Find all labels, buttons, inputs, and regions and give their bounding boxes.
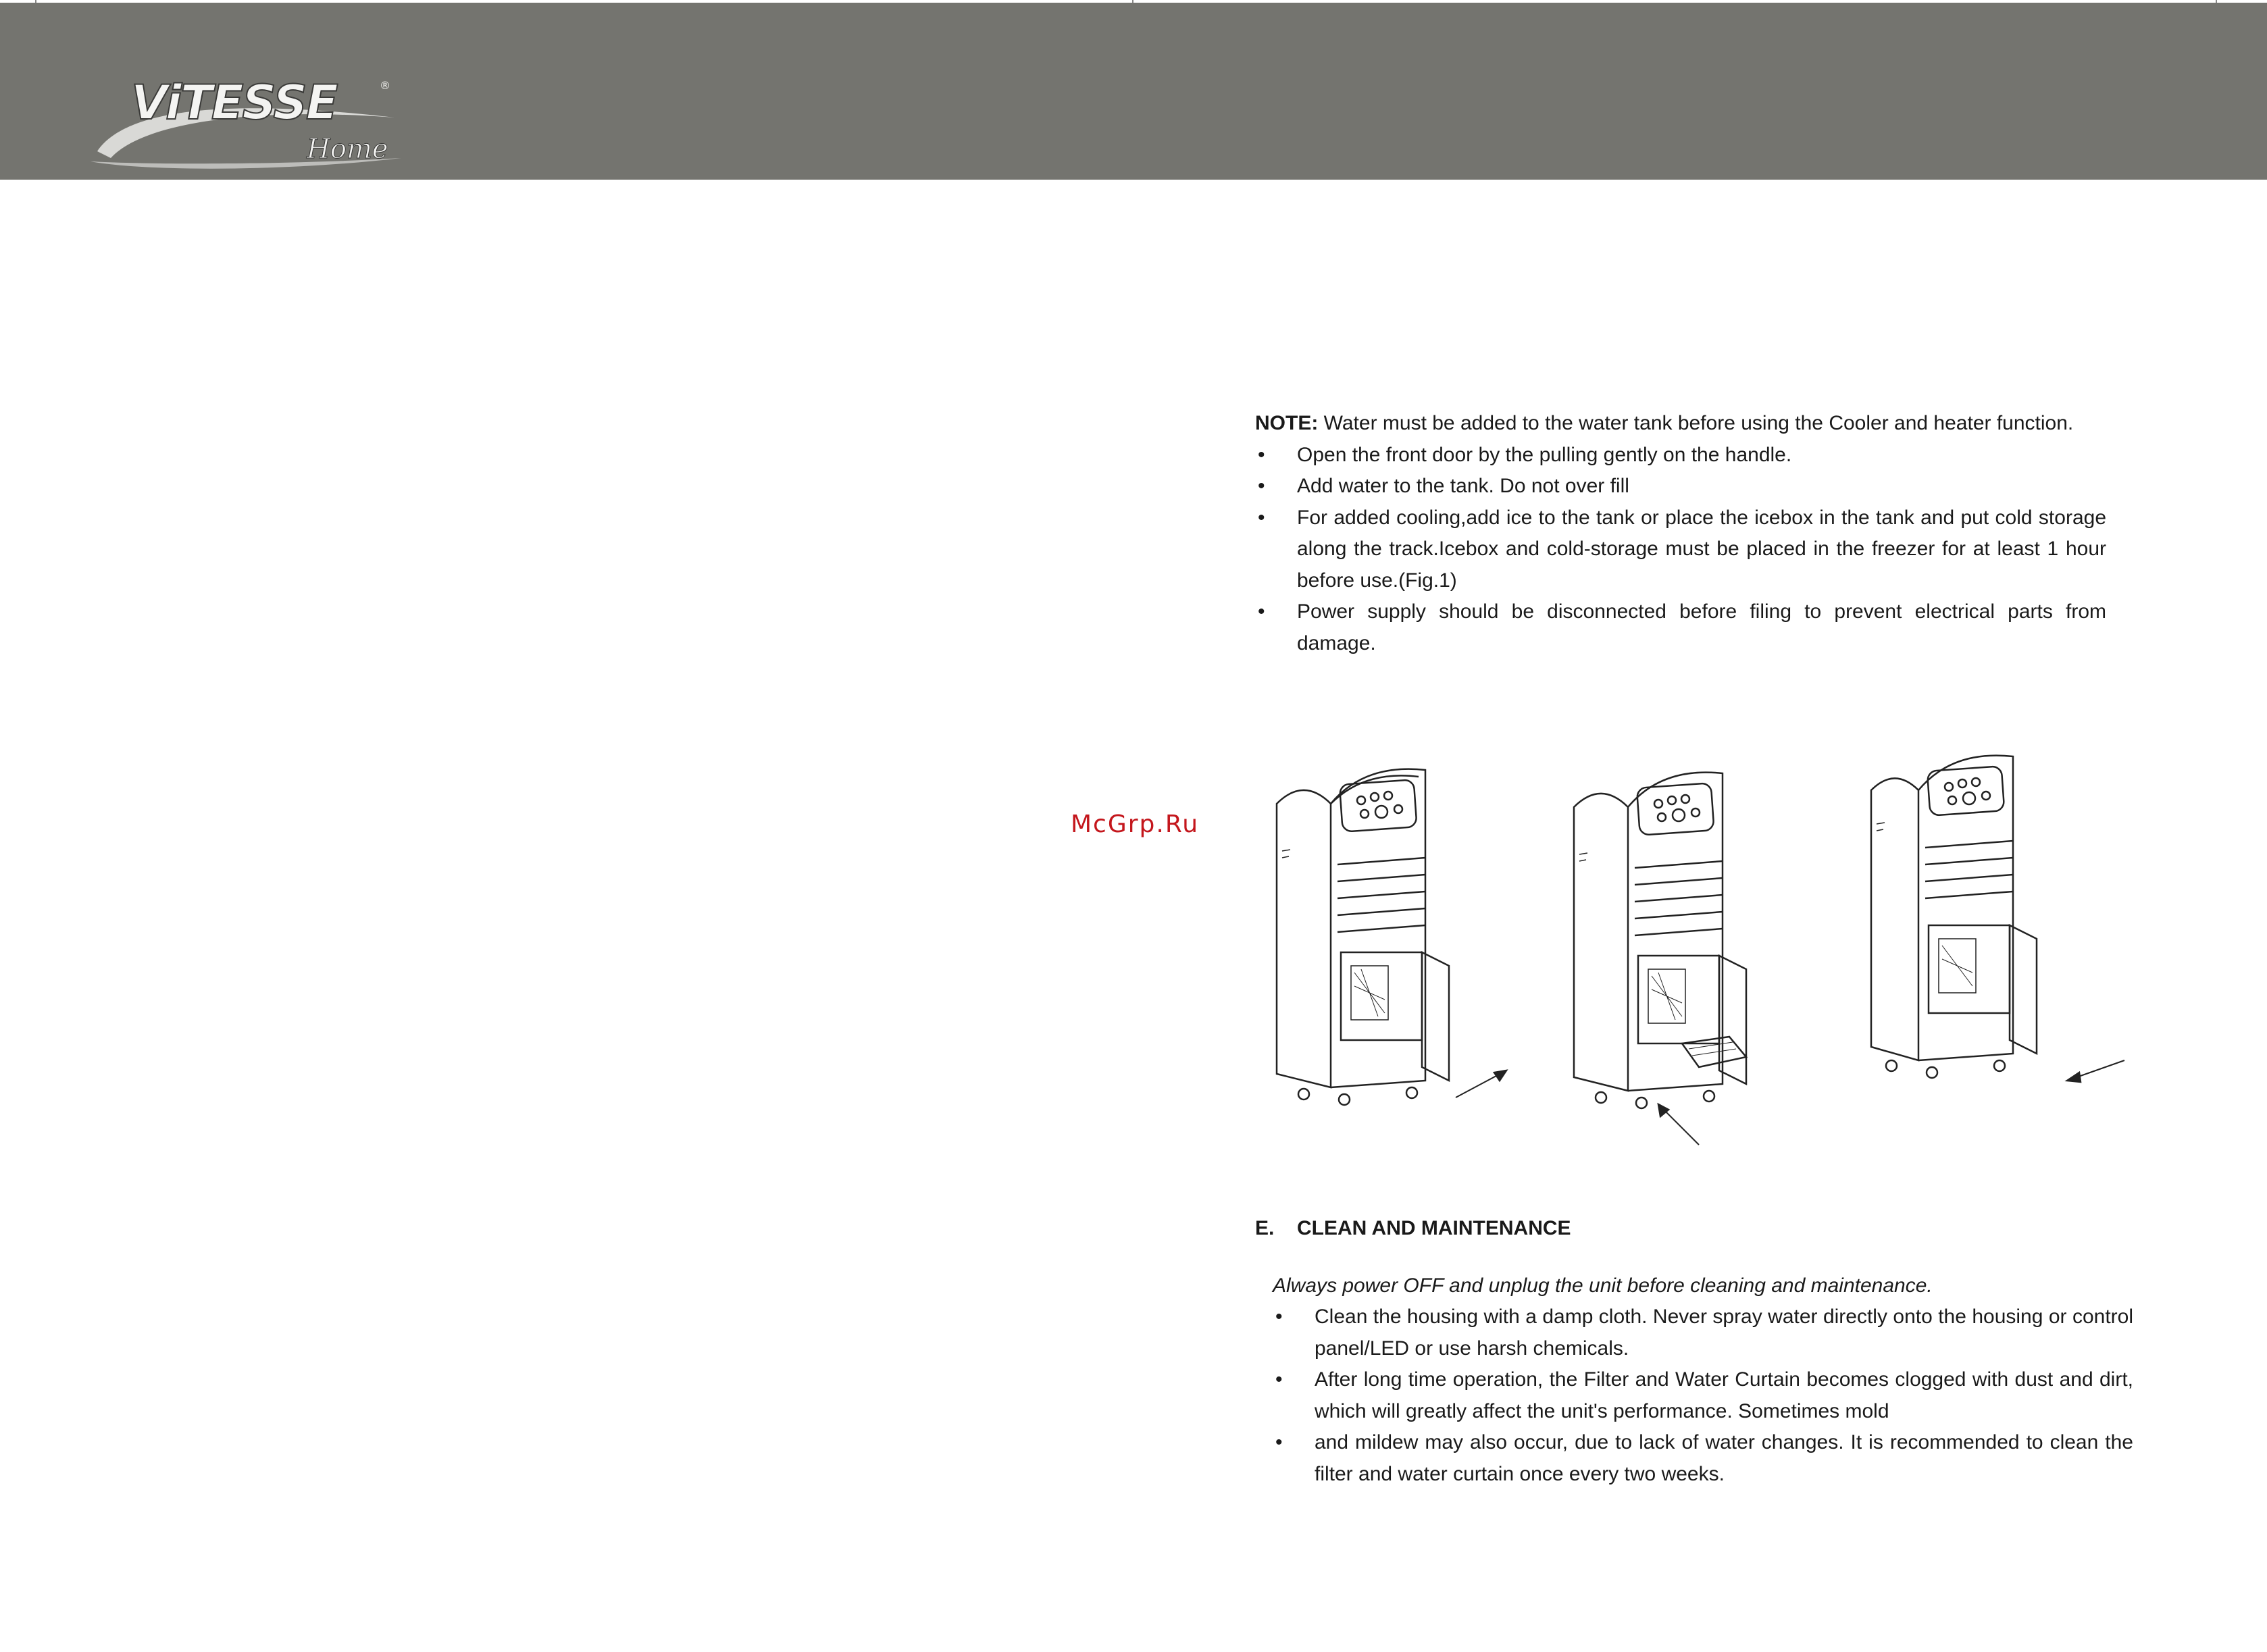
list-item: • Add water to the tank. Do not over fill: [1255, 471, 2106, 502]
maintenance-bullet-list: [1273, 1301, 2133, 1490]
list-item: • Power supply should be disconnected before filing to prevent electrical parts from damage.: [1255, 596, 2106, 659]
section-heading: [1255, 1213, 2133, 1245]
list-item: • Clean the housing with a damp cloth. Never spray water directly onto the housing or control panel/LED or use harsh chemicals.: [1273, 1301, 2133, 1364]
svg-text:Home: [306, 134, 388, 165]
maintenance-warning: Always power OFF and unplug the unit before cleaning and maintenance.: [1273, 1274, 1933, 1297]
cooler-illustration-cold-storage: [1871, 756, 2124, 1082]
section-letter: E.: [1255, 1217, 1275, 1239]
header-bar: [0, 3, 2267, 180]
note-paragraph: [1255, 408, 2106, 440]
list-item: • After long time operation, the Filter and Water Curtain becomes clogged with dust and dirt, which will greatly affect the unit's performance. Sometimes mold: [1273, 1364, 2133, 1427]
note-text: Water must be added to the water tank before using the Cooler and heater function.: [1323, 412, 2074, 434]
svg-text:®: ®: [380, 79, 390, 92]
list-item: • For added cooling,add ice to the tank or place the icebox in the tank and put cold storage along the track.Icebox and cold-storage must be placed in the freezer for at least 1 hour before use.(Fig.1): [1255, 502, 2106, 597]
list-item: • Open the front door by the pulling gently on the handle.: [1255, 440, 2106, 471]
section-title: CLEAN AND MAINTENANCE: [1297, 1217, 1571, 1239]
watermark-text: McGrp.Ru: [1071, 810, 1200, 838]
cooler-illustration-icebox: [1574, 773, 1746, 1145]
brand-logo: [84, 70, 422, 172]
cooler-figures: [1270, 750, 2148, 1148]
svg-text:ViTESSE: [131, 75, 338, 130]
logo-text: ViTESSE: [131, 75, 337, 130]
clean-maintenance-section: [1255, 1213, 2133, 1490]
filling-instructions: [1255, 408, 2106, 659]
cooler-illustration-door-open: [1277, 769, 1506, 1105]
list-item: • and mildew may also occur, due to lack of water changes. It is recommended to clean the filter and water curtain once every two weeks.: [1273, 1427, 2133, 1490]
logo-subtext: Home: [307, 134, 388, 165]
note-label: NOTE:: [1255, 412, 1319, 434]
filling-bullet-list: [1255, 440, 2106, 660]
